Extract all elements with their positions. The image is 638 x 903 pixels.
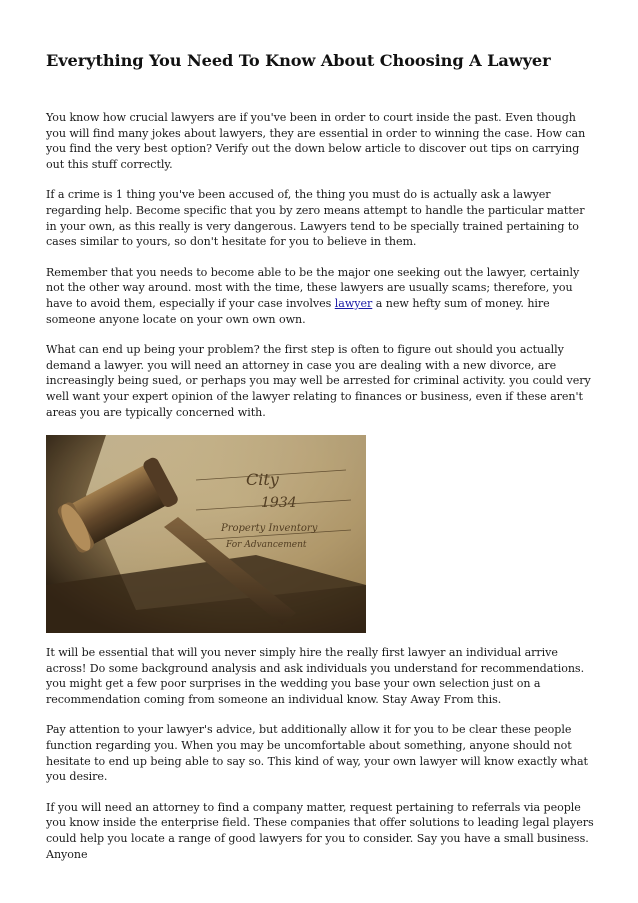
paragraph-4: What can end up being your problem? the first step is often to figure out should you actually demand a lawyer. you will need an attorney in case you are dealing with a new divorce, are increasingly being sued, or perhaps you may well be arrested for criminal activity. you could very well want your expert opinion of the lawyer relating to finances or business, even if these aren't areas you are typically concerned with. xyxy=(46,343,591,419)
handwriting: City xyxy=(246,470,279,490)
gavel-illustration xyxy=(46,435,366,633)
handwriting: For Advancement xyxy=(226,540,307,551)
paragraph-3-text-a: Remember that you needs to become able to be the major one seeking out the lawyer, certainly not the other way around. most with the time, these lawyers are usually scams; therefore, you have to avoid them, especially if your case involves xyxy=(46,265,580,310)
photo-shade xyxy=(46,435,366,633)
paragraph-3-text-b: a new hefty sum of money. hire someone anyone locate on your own own own. xyxy=(46,296,550,326)
handwriting: Property Inventory xyxy=(221,523,318,535)
paragraph-2: If a crime is 1 thing you've been accused of, the thing you must do is actually ask a lawyer regarding help. Become specific that you by zero means attempt to handle the particular matter in your own, as this really is very dangerous. Lawyers tend to be specially trained pertaining to cases similar to yours, so don't hesitate for you to believe in them. xyxy=(46,188,585,249)
article-body xyxy=(46,50,594,877)
article-title: Everything You Need To Know About Choosing A Lawyer xyxy=(46,51,551,70)
handwriting: 1934 xyxy=(261,495,297,512)
paragraph-3 xyxy=(46,265,594,327)
gavel-photo xyxy=(46,435,366,633)
paragraph-7: If you will need an attorney to find a company matter, request pertaining to referrals via people you know inside the enterprise field. These companies that offer solutions to leading legal players could help you locate a range of good lawyers for you to consider. Say you have a small business. Anyone xyxy=(46,800,594,861)
lawyer-link[interactable]: lawyer xyxy=(334,296,373,310)
paragraph-5: It will be essential that will you never simply hire the really first lawyer an individual arrive across! Do some background analysis and ask individuals you understand for recommendations. you might get a few poor surprises in the wedding you base your own selection just on a recommendation coming from someone an individual know. Stay Away From this. xyxy=(46,646,585,706)
paragraph-1: You know how crucial lawyers are if you've been in order to court inside the past. Even though you will find many jokes about lawyers, they are essential in order to winning the case. How can you find the very best option? Verify out the down below article to discover out tips on carrying out this stuff correctly. xyxy=(46,111,586,171)
paragraph-6: Pay attention to your lawyer's advice, but additionally allow it for you to be clear these people function regarding you. When you may be uncomfortable about something, anyone should not hesitate to end up being able to say so. This kind of way, your own lawyer will know exactly what you desire. xyxy=(46,723,588,784)
